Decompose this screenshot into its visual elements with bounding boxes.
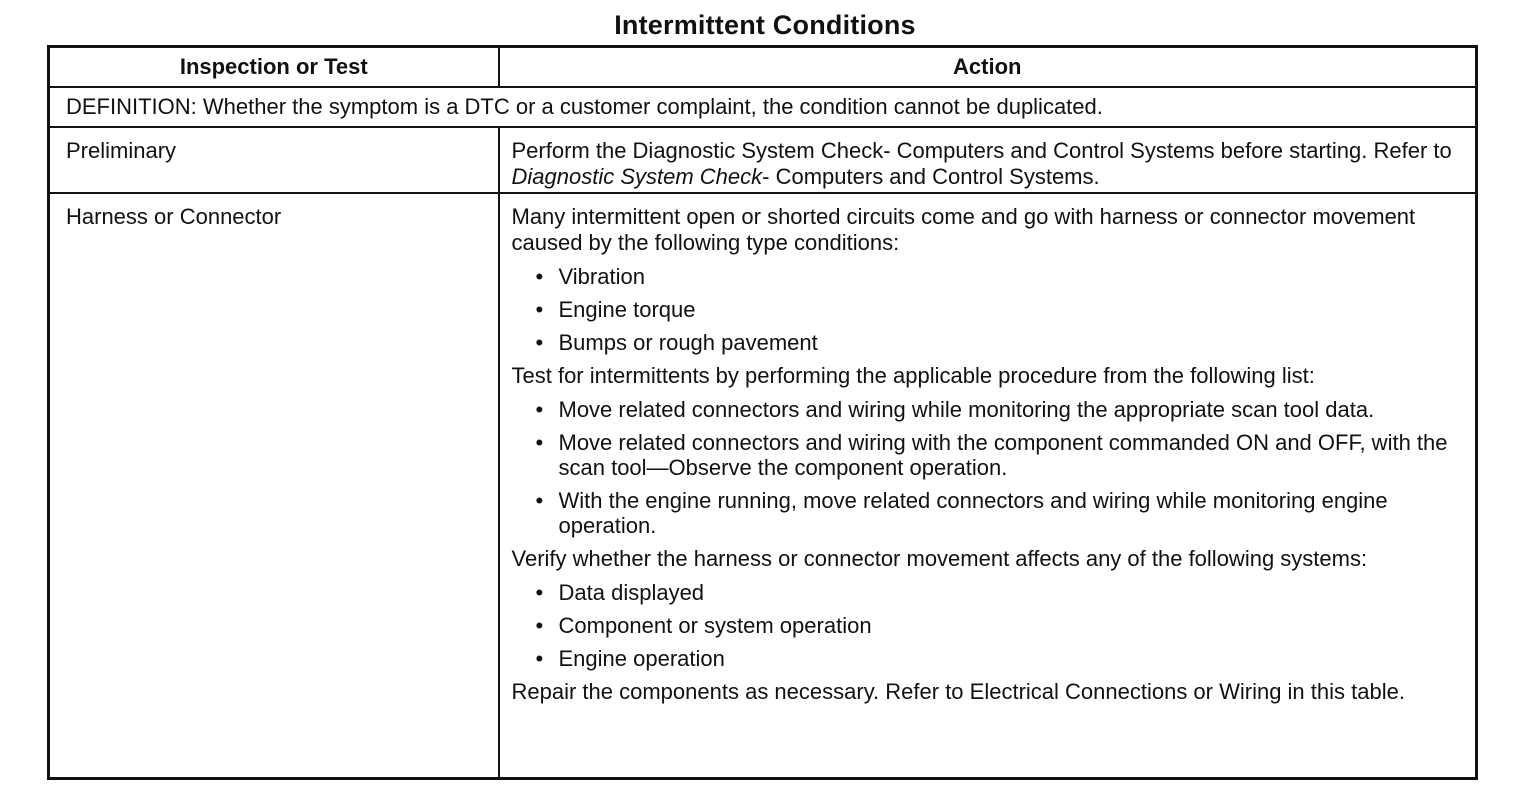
- list-item: • With the engine running, move related connectors and wiring while monitoring engine operation.: [559, 488, 1460, 538]
- definition-row: [49, 87, 1477, 127]
- list-item: • Component or system operation: [559, 613, 1460, 638]
- table-row: [49, 127, 1477, 193]
- definition-text: DEFINITION: Whether the symptom is a DTC or a customer complaint, the condition cannot be duplicated.: [49, 87, 1477, 127]
- list-item: • Engine operation: [559, 646, 1460, 671]
- verify-intro: Verify whether the harness or connector movement affects any of the following systems:: [511, 546, 1368, 571]
- row-label: Harness or Connector: [66, 204, 282, 229]
- header-row: [49, 47, 1477, 88]
- action-text: [512, 138, 1460, 190]
- header-inspection: Inspection or Test: [49, 47, 499, 88]
- tests-list: [512, 397, 1460, 538]
- row-label-cell: [49, 127, 499, 193]
- list-item: • Move related connectors and wiring while monitoring the appropriate scan tool data.: [559, 397, 1460, 422]
- list-item: • Vibration: [559, 264, 1460, 289]
- action-intro: Many intermittent open or shorted circuits come and go with harness or connector movement caused by the following type conditions:: [511, 204, 1416, 255]
- test-intro: Test for intermittents by performing the applicable procedure from the following list:: [511, 363, 1315, 388]
- repair-text: Repair the components as necessary. Refer to Electrical Connections or Wiring in this table.: [511, 679, 1405, 704]
- row-label: Preliminary: [66, 138, 177, 163]
- list-item: • Engine torque: [559, 297, 1460, 322]
- action-line1: Perform the Diagnostic System Check- Computers and Control Systems before starting. Refer to: [511, 138, 1452, 163]
- list-item: • Data displayed: [559, 580, 1460, 605]
- row-action-cell: [499, 193, 1477, 779]
- row-label-cell: [49, 193, 499, 779]
- conditions-list: [512, 264, 1460, 355]
- diagnostic-table: [47, 45, 1478, 780]
- list-item: • Bumps or rough pavement: [559, 330, 1460, 355]
- action-italic-ref: Diagnostic System Check: [511, 164, 763, 189]
- table-row: [49, 193, 1477, 779]
- list-item: • Move related connectors and wiring with the component commanded ON and OFF, with the scan tool—Observe the component operation.: [559, 430, 1460, 480]
- action-line2: - Computers and Control Systems.: [762, 164, 1100, 189]
- page-title: Intermittent Conditions: [614, 10, 916, 40]
- header-action: Action: [499, 47, 1477, 88]
- row-action-cell: [499, 127, 1477, 193]
- systems-list: [512, 580, 1460, 671]
